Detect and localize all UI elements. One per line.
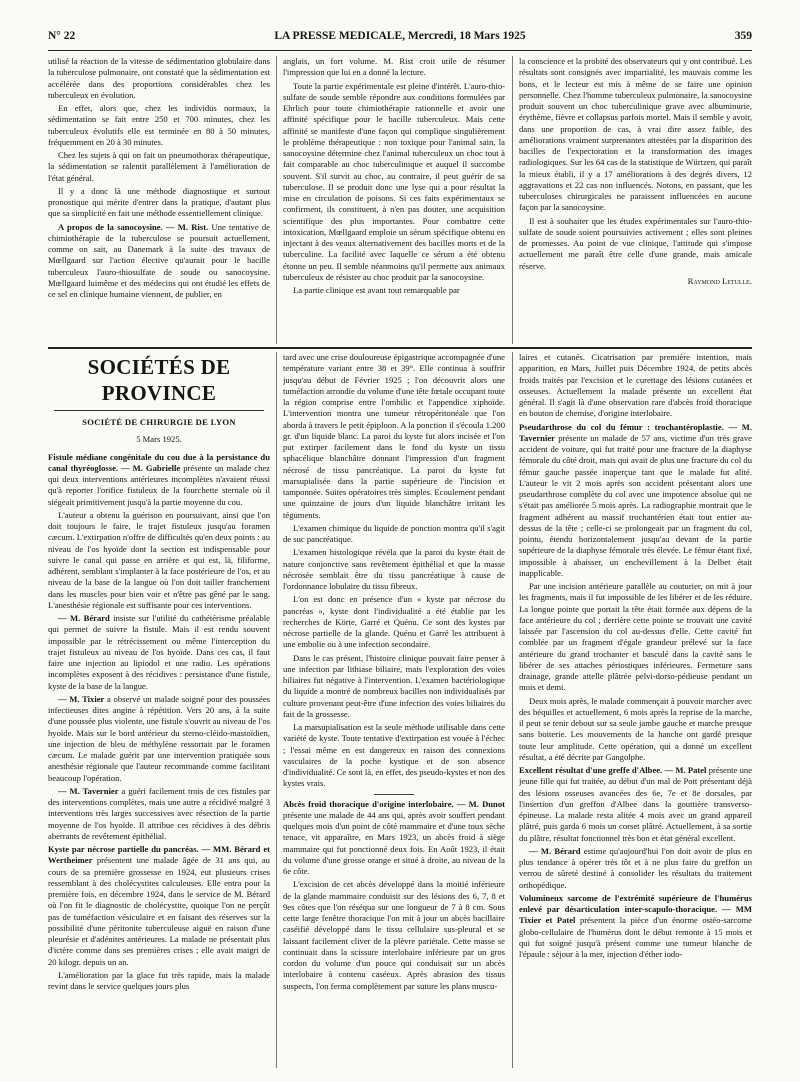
paragraph [519, 696, 752, 764]
paragraph [283, 653, 505, 721]
article-text: L'excision de cet abcès développé dans la moitié inférieure de la glande mammaire conduisit sur des lésions des 6, 7, 8 et 9es côtes que l'on réséqua sur une longueur de 7 à 8 cm. Sous cette large fenêtre thoracique l'on mit à jour un abcès bacillaire caséifié développé dans le tissu cellulaire sus-pleural et se laissant facilement cliver de la plèvre pariétale. Cette masse se continuait dans la scissure interlobaire inférieure par un gros cordon du volume d'un pouce qui conduisait sur un abcès interlobaire à contenu caséeux. Après abrasion des tissus suspects, l'on ferma complètement par suture les plans muscu- [283, 879, 505, 991]
article-text: présente une jeune fille qui fut traitée, au début d'un mal de Pott présentant déjà des lésions osseuses avancées des 6e, 7e et 8e dorsales, par l'insertion d'un greffon d'Albee dans la gouttière transverso-épineuse. La malade resta alitée 4 mois avec un grand appareil plâtré, puis garda 6 mois un corset plâtré. Actuellement, à sa sortie du plâtre, résultat fonctionnel très bon et état général excellent. [519, 765, 752, 843]
article-text: laires et cutanés. Cicatrisation par première intention, mais apparition, en Mars, Juillet puis Décembre 1924, de petits abcès froids traités par l'excision et le curettage des lésions cutanées et osseuses. Actuellement la malade présente un excellent état général. Il s'agit là d'une observation rare d'abcès froid thoracique en bouton de chemise, d'origine interlobaire. [519, 352, 752, 419]
paragraph: anglais, un fort volume. M. Rist croit utile de résumer l'impression que lui en a donné la lecture. [283, 56, 505, 78]
title-rule [54, 410, 264, 411]
article-text: présente un malade de 57 ans, victime d'un très grave accident de voiture, qui fut traité pour une fracture de la diaphyse fémorale du côté droit, mais qui avait de plus une fracture du col du fémur gauche passée inaperçue tant que le malade fut alité. L'auteur le vit 2 mois après son accident présentant alors une pseudarthrose complète du col avec une impotence absolue qui ne s'était pas améliorée 5 mois après. La radiographie montrait que le fragment adhérent au massif trochantérien était tout entier au-dessus de la tête ; celle-ci se prolongeait par un fragment du col, pointu, étendu horizontalement jusqu'au devant de la partie supérieure de la diaphyse fémorale très élevée. Le fémur étant fixé, impossible à abaisser, un enchevillement à la Delbet était inapplicable. [519, 432, 752, 578]
paragraph: Chez les sujets à qui on fait un pneumothorax thérapeutique, la sédimentation se ralentit parallèlement à l'amélioration de l'état général. [48, 150, 270, 183]
journal-title: LA PRESSE MEDICALE, Mercredi, 18 Mars 1925 [274, 30, 526, 42]
article-heading: Abcès froid thoracique d'origine interlobaire. — M. Dunot [283, 798, 505, 809]
issue-number: N° 22 [48, 30, 76, 42]
article-text: estime qu'aujourd'hui l'on doit avoir de plus en plus tendance à opérer très tôt et à ne plus faire du greffon un verrou de sûreté destiné à consolider les résultats du traitement orthopédique. [519, 845, 752, 890]
bottom-column-2 [283, 352, 505, 1070]
paragraph: En effet, alors que, chez les individus normaux, la sédimentation se fait entre 250 et 700 minutes, chez les tuberculeux évolutifs elle est terminée en 80 à 50 minutes, fréquemment en 20 à 30 minutes. [48, 103, 270, 147]
society-name: SOCIÉTÉ DE CHIRURGIE DE LYON [82, 417, 236, 427]
article-text: présente une malade de 44 ans qui, après avoir souffert pendant quelques mois d'un point de côté mammaire et d'une toux sèche tenace, vit apparaître, en Mars 1923, un abcès froid à siège mammaire qui fut ponctionné deux fois. En Août 1923, il était du volume d'une grosse orange et situé à droite, au niveau de la 6e côte. [283, 809, 505, 876]
article-text: L'auteur a obtenu la guérison en poursuivant, ainsi que l'on doit toujours le faire, le trajet fistuleux jusqu'au foramen cæcum. L'extirpation n'offre de difficultés qu'en deux points : au niveau de l'os hyoïde dont la section est indispensable pour suivre le canal qui passe en arrière et qui est, là, filiforme, adhérent, semblant s'implanter à la face postérieure de l'os, et au niveau de la base de la langue où l'on doit tailler franchement dans les muscles pour bien voir et n'être pas gêné par le sang. L'anesthésie régionale est suffisante pour ces interventions. [48, 509, 270, 610]
article-text: présentent une malade âgée de 31 ans qui, au cours de sa première grossesse en 1924, eut plusieurs crises ressemblant à des cholécystites calculeuses. Elle entra pour la première fois, en décembre 1924, dans le service de M. Bérard où l'on fit le diagnostic de cholécystite, quoique l'on ne perçût pas de tuméfaction vésiculaire et en faisant des réserves sur la possibilité d'une péritonite tuberculeuse aiguë en raison d'une pleurésie et d'adénites antérieures. La malade ne présentait plus d'ictère comme dans ses premières crises ; elle avait maigri de 20 kilogr. depuis un an. [48, 855, 270, 967]
article-heading: Pseudarthrose du col du fémur : trochantéroplastie. — M. Tavernier [519, 421, 752, 443]
article-text: insiste sur l'utilité du cathétérisme préalable qui permet de suivre la fistule. Mais il est rendu souvent impossible par le rétrécissement ou même l'interception du trajet fistuleux au niveau de l'os hyoïde. Dans ces cas, il faut faire une injection au lipiodol et une radio. Les opérations incomplètes exposent à des récidives : persistance d'une fistule, kyste de la base de la langue. [48, 613, 270, 691]
column-rule [512, 56, 513, 344]
paragraph [283, 594, 505, 650]
article-separator [374, 794, 414, 795]
article-text: L'on est donc en présence d'un « kyste par nécrose du pancréas », kyste dont l'individualité a été établie par les recherches de Körte, Garré et Quénu. Ce sont des kystes par nécrose partielle de la glande. Quénu et Garré les attribuent à une embolie ou à une infection secondaire. [283, 594, 505, 650]
article-text: Dans le cas présent, l'histoire clinique pouvait faire penser à une infection par lithiase biliaire, mais l'exploration des voies biliaires fut négative à l'intervention. L'examen bactériologique du liquide a montré de nombreux bacilles non individualisés par culture provenant peut-être d'une infection des voies biliaires du fait de la grossesse. [283, 652, 505, 719]
paragraph [519, 846, 752, 891]
page-number: 359 [734, 30, 752, 42]
header-rule [48, 50, 752, 51]
section-rule [48, 347, 752, 349]
paragraph [48, 694, 270, 784]
session-date: 5 Mars 1925. [136, 434, 182, 445]
article-text: présente un malade chez qui deux interventions antérieures incomplètes n'avaient réussi qu'à reporter l'orifice fistuleux de la fourchette sternale où il siégeait primitivement jusqu'à la partie moyenne du cou. [48, 462, 270, 507]
article-heading: Fistule médiane congénitale du cou due à la persistance du canal thyréoglosse. — M. Gabrielle [48, 451, 270, 473]
speaker-name: — M. Bérard [58, 613, 110, 623]
paragraph: Il y a donc là une méthode diagnostique et surtout pronostique qui mérite d'entrer dans la pratique, d'autant plus que sa simplicité en fait une méthode essentiellement clinique. [48, 185, 270, 219]
top-column-2 [283, 56, 505, 346]
column-rule [276, 56, 277, 344]
article-paragraph [48, 844, 270, 968]
paragraph [283, 352, 505, 521]
paragraph: utilisé la réaction de la vitesse de sédimentation globulaire dans la tuberculose pulmonaire, ont constaté que la sédimentation est accélérée dans des proportions considérables chez les tuberculeux en évolution. [48, 56, 270, 100]
paragraph [48, 786, 270, 842]
author-signature: Raymond Letulle. [687, 275, 752, 286]
article-paragraph [519, 893, 752, 961]
top-column-3 [519, 56, 752, 346]
article-paragraph [283, 799, 505, 878]
article-heading: Kyste par nécrose partielle du pancréas. — MM. Bérard et Wertheimer [48, 844, 270, 866]
bottom-column-3 [519, 352, 752, 1070]
article-text: a observé un malade soigné pour des poussées infectieuses dites angine à répétition. Vers 20 ans, à la suite d'une poussée plus violente, une fistule s'ouvrit au niveau de l'os hyoïde. Mais sur le bord antérieur du sterno-cléido-mastoïdien, une injection de bleu de méthylène ressortait par le foramen cæcum. Le malade guérit par une intervention pratiquée sous anesthésie régionale que l'auteur recommande comme facilitant beaucoup l'opération. [48, 693, 270, 783]
speaker-name: — M. Bérard [529, 845, 581, 856]
paragraph [283, 547, 505, 592]
paragraph [283, 879, 505, 992]
article-heading: Volumineux sarcome de l'extrémité supérieure de l'humérus enlevé par désarticulation inter-scapulo-thoracique. — MM Tixier et Patel [519, 892, 752, 926]
bottom-column-1 [48, 352, 270, 1070]
article-text: La marsupialisation est la seule méthode utilisable dans cette variété de kyste. Toute tentative d'extirpation est vouée à l'échec ; l'essai même en est dangereux en raison des connexions vasculaires de la poche kystique et de son absence d'individualité. Ce sont là, en effet, des pseudo-kystes et non des kystes vrais. [283, 722, 505, 789]
speaker-name: — M. Tixier [58, 693, 105, 704]
article-text: L'examen histologique révéla que la paroi du kyste était de nature conjonctive sans revêtement épithélial et que la masse nécrosée semblait être du tissu pancréatique à cause de l'ordonnance lobulaire du tissu fibreux. [283, 547, 505, 591]
article-text: L'amélioration par la glace fut très rapide, mais la malade revint dans le service quelques jours plus [48, 969, 270, 991]
article-paragraph [48, 222, 270, 301]
paragraph [283, 722, 505, 790]
section-title: SOCIÉTÉS DE PROVINCE [87, 355, 231, 405]
article-paragraph [519, 765, 752, 844]
paragraph: la conscience et la probité des observateurs qui y ont contribué. Les résultats sont consignés avec impartialité, les mauvais comme les bons, et le lecteur est mis à même de se faire une opinion personnelle. Chez l'homme tuberculeux pulmonaire, la sanocoysine produit souvent un choc tuberculinique grave avec albuminurie, érythème, fièvre et collapsus parfois mortel. Mais il semble y avoir, dans une proportion de cas, à vrai dire assez faible, des améliorations vraiment surprenantes attestées par la disparition des bacilles de l'expectoration et la transformation des images radiologiques. Sur les 64 cas de la statistique de Würtzen, qui paraît la mieux établi, il y a 17 améliorations à des degrés divers, 12 aggravations et 22 cas non influencés. Notons, en passant, que les tuberculoses chirurgicales ne paraissent influencées en aucune façon par la sanocoysine. [519, 56, 752, 213]
article-heading: Excellent résultat d'une greffe d'Albee. — M. Patel [519, 765, 707, 775]
paragraph: Il est à souhaiter que les études expérimentales sur l'auro-thio-sulfate de soude soient poursuivies activement ; elles sont pleines de promesses. Au point de vue clinique, l'attitude qui s'impose actuellement me paraît être celle d'une grande, mais amicale réserve. [519, 215, 752, 271]
page-header [48, 30, 752, 48]
paragraph: La partie clinique est avant tout remarquable par [293, 285, 460, 295]
column-rule [512, 352, 513, 1068]
article-text: L'examen chimique du liquide de ponction montra qu'il s'agit de suc pancréatique. [283, 522, 505, 544]
paragraph [519, 352, 752, 420]
article-heading: A propos de la sanocoysine. — M. Rist. [58, 221, 209, 232]
paragraph [519, 581, 752, 694]
article-paragraph [519, 422, 752, 580]
article-text: Par une incision antérieure parallèle au couturier, on mit à jour les fragments, mais il fut impossible de les libérer et de les réduire. La longue pointe que portait la tête était formée aux dépens de la face antérieure du col ; derrière cette pointe se trouvait une cavité laissée par l'ascension du col au-dessus d'elle. Cette cavité fut comblée par un fragment d'égale grandeur prélevé sur la face antérieure du grand trochanter et basculé dans la cavité sans le libérer de ses attaches périostiques inférieures. Fermeture sans drainage, grande attelle plâtrée pelvi-dorso-pédieuse pendant un mois et demi. [519, 581, 752, 693]
paragraph [48, 970, 270, 993]
paragraph [48, 613, 270, 692]
paragraph: Toute la partie expérimentale est pleine d'intérêt. L'auro-thio-sulfate de soude semble répondre aux conditions formulées par Ehrlich pour toute chimiothérapie rationnelle et avoir une affinité spécifique pour le bacille tuberculeux. Mais cette affinité se manifeste d'une façon qui complique singulièrement le problème thérapeutique : non toxique pour l'animal sain, la sanocoysine détermine chez l'animal tuberculeux un choc tout à fait comparable au choc tuberculinique et auquel il succombe souvent. S'il survit au choc, au contraire, il peut guérir de sa tuberculose. Il se produit donc une lyse qui a pour résultat la mise en circulation de poisons. Si ces faits expérimentaux se confirment, ils constituent, à n'en pas douter, une acquisition scientifique des plus importantes. Pour combattre cette intoxication, Mœllgaard emploie un sérum spécifique obtenu en injectant à des veaux alternativement des bacilles morts et de la tuberculine. La facilité avec laquelle ce sérum a été obtenu étonne un peu. Il semble néanmoins qu'il permette aux animaux tuberculeux de résister au choc produit par la sanocoysine. [283, 80, 505, 282]
speaker-name: — M. Tavernier [58, 785, 119, 796]
article-paragraph [48, 452, 270, 508]
article-text: tard avec une crise douloureuse épigastrique accompagnée d'une température variant entre 38 et 39°. Elle continua à souffrir jusqu'au début de Février 1925 ; l'on découvrit alors une tuméfaction arrondie du volume d'une tête fœtale occupant toute la région comprise entre l'ombilic et l'appendice xiphoïde. L'intervention montra une tumeur rétropéritonéale que l'on aborda à travers le petit épiploon. A la ponction il s'écoula 1.200 gr. d'un liquide blanc. La paroi du kyste fut alors incisée et l'on put extirper facilement dans le fond du kyste un tissu sphacélique blanchâtre donnant l'impression d'un fragment nécrosé de tissu pancréatique. La paroi du kyste fut marsupialisée dans la partie supérieure de l'incision et tamponnée. Suites opératoires très simples. Ecoulement pendant une quinzaine de jours d'un liquide blanchâtre irritant les téguments. [283, 352, 505, 520]
paragraph [283, 523, 505, 546]
article-text: Deux mois après, le malade commençait à pouvoir marcher avec des béquilles et actuellement, 6 mois après la reprise de la marche, il peut se tenir debout sur sa seule jambe gauche et marche presque sans boiterie. Les mouvements de la hanche ont gardé presque toute leur amplitude. Cette opération, qui a donné un excellent résultat, a été décrite par Gangolphe. [519, 695, 752, 762]
article-text: Une tentative de chimiothérapie de la tuberculose se poursuit actuellement, comme on sait, au Danemark à la suite des travaux de Mœllgaard sur l'action élective qu'aurait pour le bacille tuberculeux l'auro-thiosulfate de soude ou sanocoysine. Mœllgaard luimême et des médecins qui ont étudié les effets de ce sel en clinique humaine viennent, de publier, en [48, 221, 270, 299]
paragraph [48, 510, 270, 611]
article-text: a guéri facilement trois de ces fistules par des interventions complètes, mais une autre a récidivé malgré 3 interventions très larges successives avec résection de la partie moyenne de l'os hyoïde. Il attribue ces récidives à des débris aberrants de revêtement épithélial. [48, 785, 270, 841]
top-column-1 [48, 56, 270, 346]
article-text: présentent la pièce d'un énorme ostéo-sarcome globo-cellulaire de l'humérus dont le début remonte à 15 mois et qui fut soigné jusqu'à présent comme une tumeur blanche de l'épaule : séjour à la mer, injection d'éther iodo- [519, 915, 752, 959]
column-rule [276, 352, 277, 1068]
